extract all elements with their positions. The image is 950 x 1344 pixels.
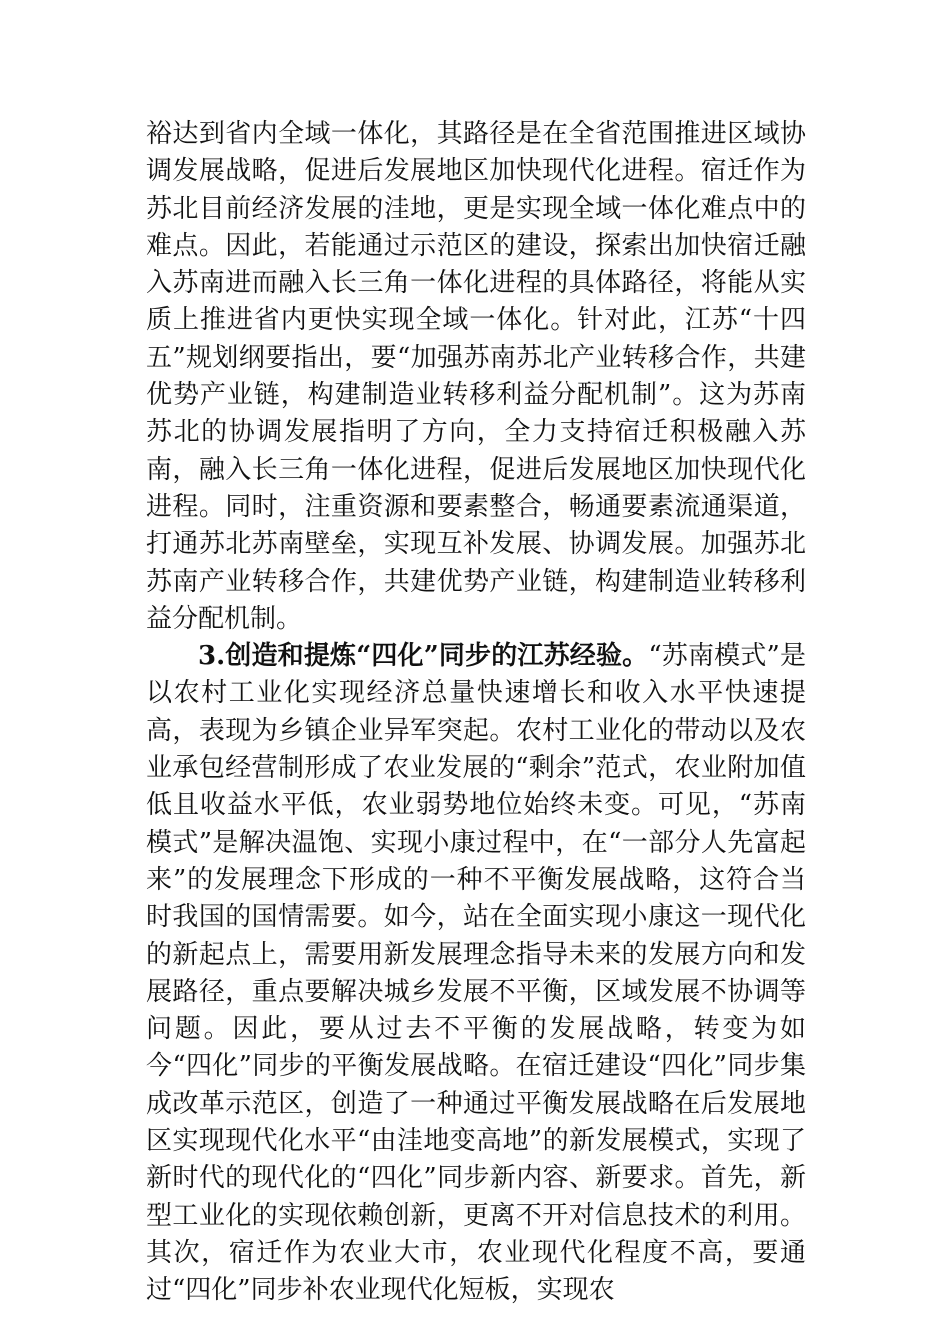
section-3-heading: 3.创造和提炼“四化”同步的江苏经验。 xyxy=(198,641,649,672)
paragraph-section-3 xyxy=(146,638,806,1309)
paragraph-regional-coordination: 裕达到省内全域一体化，其路径是在全省范围推进区域协调发展战略，促进后发展地区加快现代化进程。宿迁作为苏北目前经济发展的洼地，更是实现全域一体化难点中的难点。因此，若能通过示范区的建设，探索出加快宿迁融入苏南进而融入长三角一体化进程的具体路径，将能从实质上推进省内更快实现全域一体化。针对此，江苏“十四五”规划纲要指出，要“加强苏南苏北产业转移合作，共建优势产业链，构建制造业转移利益分配机制”。这为苏南苏北的协调发展指明了方向，全力支持宿迁积极融入苏南，融入长三角一体化进程，促进后发展地区加快现代化进程。同时，注重资源和要素整合，畅通要素流通渠道，打通苏北苏南壁垒，实现互补发展、协调发展。加强苏北苏南产业转移合作，共建优势产业链，构建制造业转移利益分配机制。 xyxy=(146,119,806,634)
section-3-body: “苏南模式”是以农村工业化实现经济总量快速增长和收入水平快速提高，表现为乡镇企业异军突起。农村工业化的带动以及农业承包经营制形成了农业发展的“剩余”范式，农业附加值低且收益水平低，农业弱势地位始终未变。可见，“苏南模式”是解决温饱、实现小康过程中，在“一部分人先富起来”的发展理念下形成的一种不平衡发展战略，这符合当时我国的国情需要。如今，站在全面实现小康这一现代化的新起点上，需要用新发展理念指导未来的发展方向和发展路径，重点要解决城乡发展不平衡，区域发展不协调等问题。因此，要从过去不平衡的发展战略，转变为如今“四化”同步的平衡发展战略。在宿迁建设“四化”同步集成改革示范区，创造了一种通过平衡发展战略在后发展地区实现现代化水平“由洼地变高地”的新发展模式，实现了新时代的现代化的“四化”同步新内容、新要求。首先，新型工业化的实现依赖创新，更离不开对信息技术的利用。其次，宿迁作为农业大市，农业现代化程度不高，要通过“四化”同步补农业现代化短板，实现农 xyxy=(146,641,806,1306)
document-body xyxy=(146,116,806,1310)
